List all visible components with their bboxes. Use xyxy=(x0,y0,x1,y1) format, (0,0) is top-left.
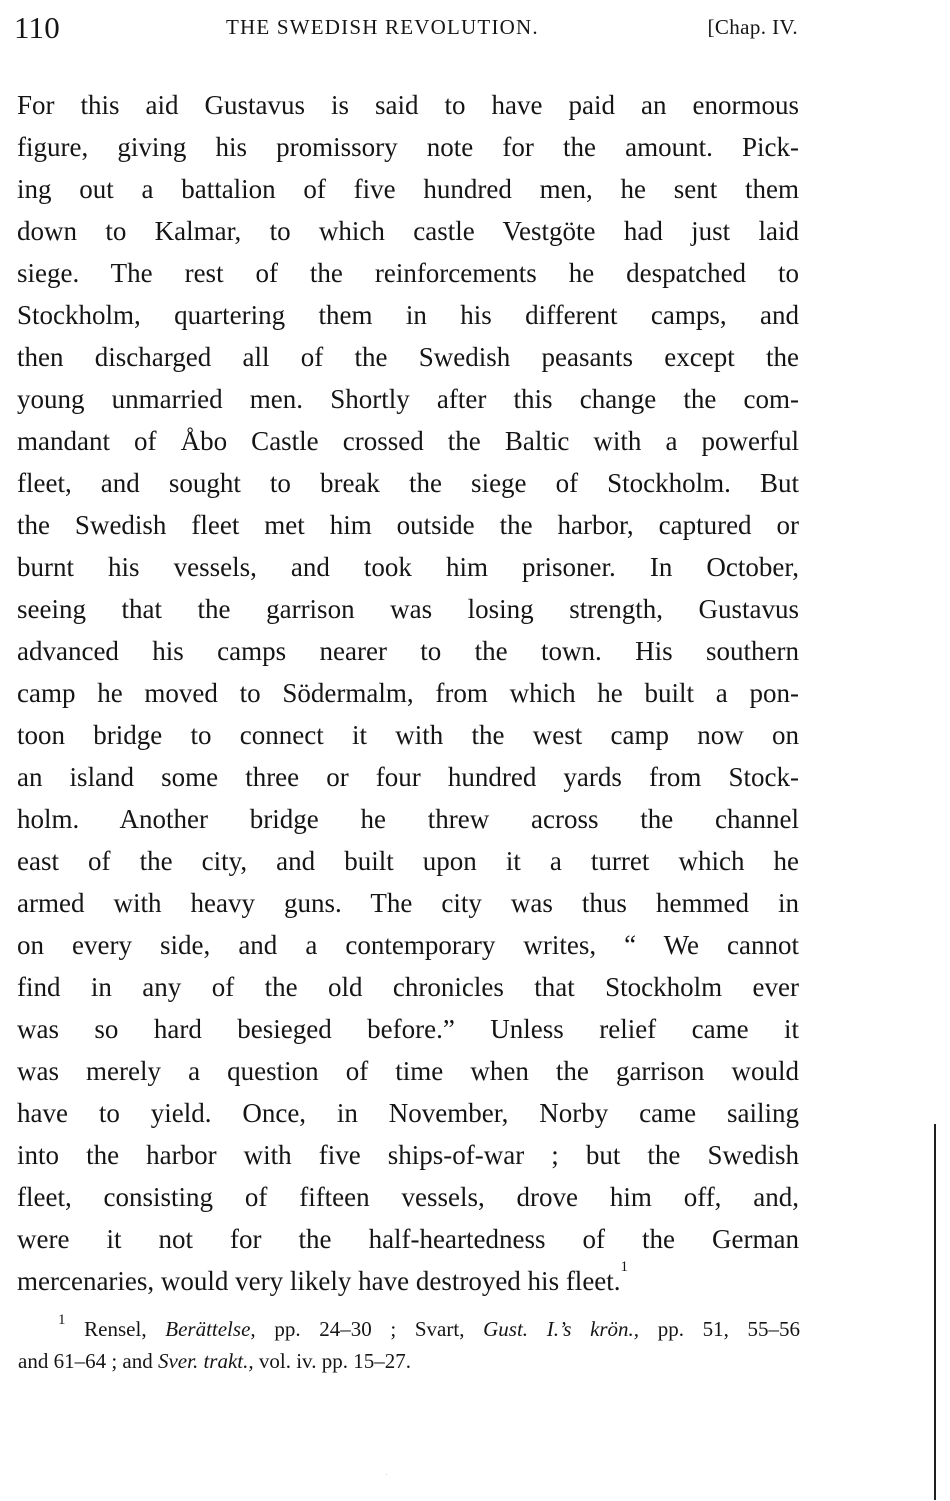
body-line: advanced his camps nearer to the town. His southern xyxy=(17,636,799,666)
body-line: figure, giving his promissory note for the amount. Pick- xyxy=(17,132,799,162)
body-line: camp he moved to Södermalm, from which he built a pon- xyxy=(17,678,799,708)
body-line: siege. The rest of the reinforcements he despatched to xyxy=(17,258,799,288)
footnote-work-title: Berättelse, xyxy=(165,1317,256,1341)
body-line: on every side, and a contemporary writes, “ We cannot xyxy=(17,930,799,960)
body-line: an island some three or four hundred yards from Stock- xyxy=(17,762,799,792)
footnote-text: vol. iv. pp. 15–27. xyxy=(258,1349,411,1373)
body-line: ing out a battalion of five hundred men, he sent them xyxy=(17,174,799,204)
body-line: fleet, consisting of fifteen vessels, drove him off, and, xyxy=(17,1182,799,1212)
body-line: For this aid Gustavus is said to have paid an enormous xyxy=(17,90,799,120)
body-line: Stockholm, quartering them in his different camps, and xyxy=(17,300,799,330)
footnote-reference-marker: 1 xyxy=(620,1259,629,1275)
footnote-work-title: Gust. I.’s krön., xyxy=(483,1317,640,1341)
body-line: were it not for the half-heartedness of the German xyxy=(17,1224,799,1254)
body-line: have to yield. Once, in November, Norby came sailing xyxy=(17,1098,799,1128)
body-line: down to Kalmar, to which castle Vestgöte had just laid xyxy=(17,216,799,246)
running-title: THE SWEDISH REVOLUTION. xyxy=(226,15,539,39)
paper-speck xyxy=(386,1474,387,1475)
body-line: into the harbor with five ships-of-war ; but the Swedish xyxy=(17,1140,799,1170)
body-line: was so hard besieged before.” Unless relief came it xyxy=(17,1014,799,1044)
body-line-text: mercenaries, would very likely have destroyed his fleet. xyxy=(17,1266,621,1296)
footnote-line xyxy=(18,1313,800,1345)
body-line: was merely a question of time when the garrison would xyxy=(17,1056,799,1086)
footnote-work-title: Sver. trakt., xyxy=(157,1349,254,1373)
body-line: young unmarried men. Shortly after this change the com- xyxy=(17,384,799,414)
body-line: holm. Another bridge he threw across the channel xyxy=(17,804,799,834)
running-head xyxy=(14,10,798,50)
body-line: burnt his vessels, and took him prisoner. In October, xyxy=(17,552,799,582)
body-line: then discharged all of the Swedish peasants except the xyxy=(17,342,799,372)
body-line-last xyxy=(17,1260,799,1302)
body-line: the Swedish fleet met him outside the harbor, captured or xyxy=(17,510,799,540)
body-line: east of the city, and built upon it a turret which he xyxy=(17,846,799,876)
footnote-text: pp. 51, 55–56 xyxy=(657,1317,801,1341)
footnote-text: and 61–64 ; and xyxy=(18,1349,153,1373)
page-number: 110 xyxy=(14,10,60,45)
page-edge-line xyxy=(934,1124,936,1500)
body-line: fleet, and sought to break the siege of Stockholm. But xyxy=(17,468,799,498)
body-line: armed with heavy guns. The city was thus hemmed in xyxy=(17,888,799,918)
body-text xyxy=(17,84,799,1302)
body-line: mandant of Åbo Castle crossed the Baltic with a powerful xyxy=(17,426,799,456)
body-line: find in any of the old chronicles that Stockholm ever xyxy=(17,972,799,1002)
footnote-text: Rensel, xyxy=(84,1317,147,1341)
footnote-marker: 1 xyxy=(58,1312,66,1328)
body-line: toon bridge to connect it with the west camp now on xyxy=(17,720,799,750)
footnote-text: pp. 24–30 ; Svart, xyxy=(274,1317,465,1341)
body-line: seeing that the garrison was losing strength, Gustavus xyxy=(17,594,799,624)
footnote-line xyxy=(18,1345,800,1377)
footnote xyxy=(18,1313,800,1377)
chapter-reference: [Chap. IV. xyxy=(707,15,798,39)
